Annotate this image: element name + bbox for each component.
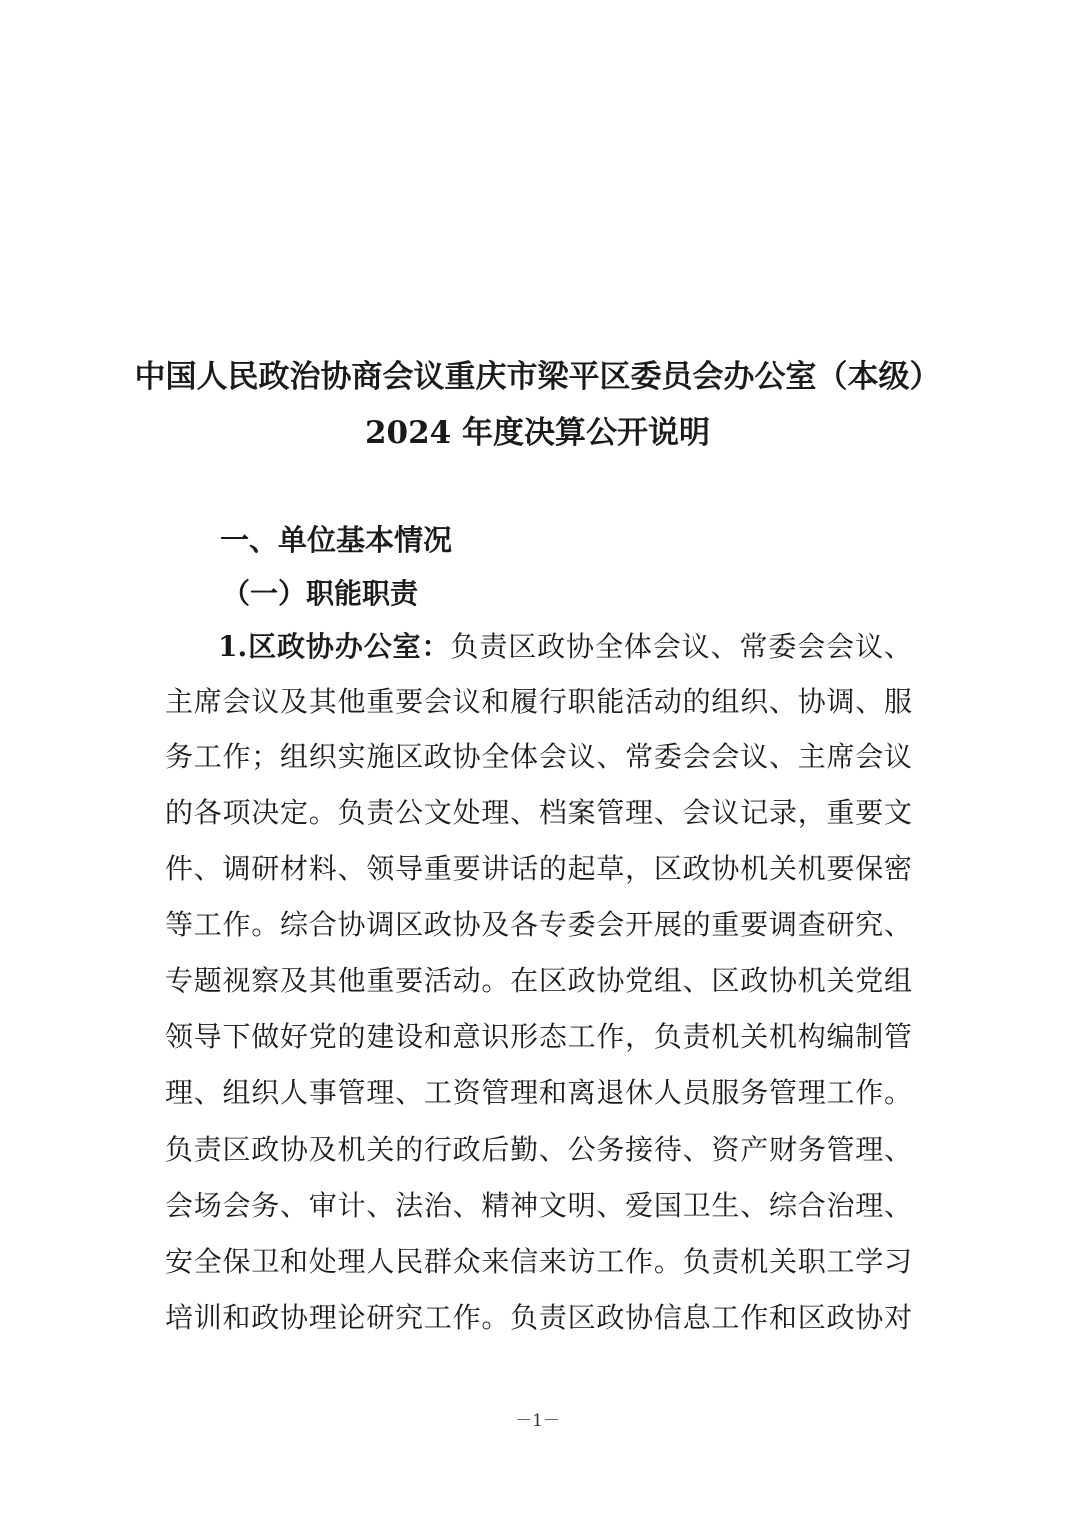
page-number: －1－ [515, 1411, 560, 1431]
paragraph-line: 件、调研材料、领导重要讲话的起草，区政协机关机要保密 [165, 852, 912, 885]
paragraph-line: 领导下做好党的建设和意识形态工作，负责机关机构编制管 [165, 1020, 912, 1053]
paragraph-line: 务工作；组织实施区政协全体会议、常委会会议、主席会议 [165, 740, 912, 773]
paragraph-line [218, 627, 912, 667]
paragraph-lead: 1.区政协办公室： [218, 630, 451, 663]
paragraph-line: 培训和政协理论研究工作。负责区政协信息工作和区政协对 [165, 1301, 912, 1334]
document-title-line-2: 2024 年度决算公开说明 [364, 415, 711, 451]
paragraph-line: 安全保卫和处理人民群众来信来访工作。负责机关职工学习 [165, 1245, 912, 1278]
paragraph-line: 专题视察及其他重要活动。在区政协党组、区政协机关党组 [165, 964, 912, 997]
paragraph-line: 负责区政协及机关的行政后勤、公务接待、资产财务管理、 [165, 1133, 912, 1166]
document-title-line-1: 中国人民政治协商会议重庆市梁平区委员会办公室（本级） [134, 359, 941, 395]
subsection-heading-functions: （一）职能职责 [222, 577, 419, 610]
paragraph-line: 的各项决定。负责公文处理、档案管理、会议记录，重要文 [165, 796, 912, 829]
paragraph-line: 主席会议及其他重要会议和履行职能活动的组织、协调、服 [165, 685, 912, 718]
section-heading-unit-basic-info: 一、单位基本情况 [220, 523, 453, 557]
paragraph-line: 等工作。综合协调区政协及各专委会开展的重要调查研究、 [165, 908, 912, 941]
paragraph-line-text: 负责区政协全体会议、常委会会议、 [450, 630, 912, 663]
paragraph-line: 会场会务、审计、法治、精神文明、爱国卫生、综合治理、 [165, 1189, 912, 1222]
paragraph-line: 理、组织人事管理、工资管理和离退休人员服务管理工作。 [165, 1076, 912, 1109]
